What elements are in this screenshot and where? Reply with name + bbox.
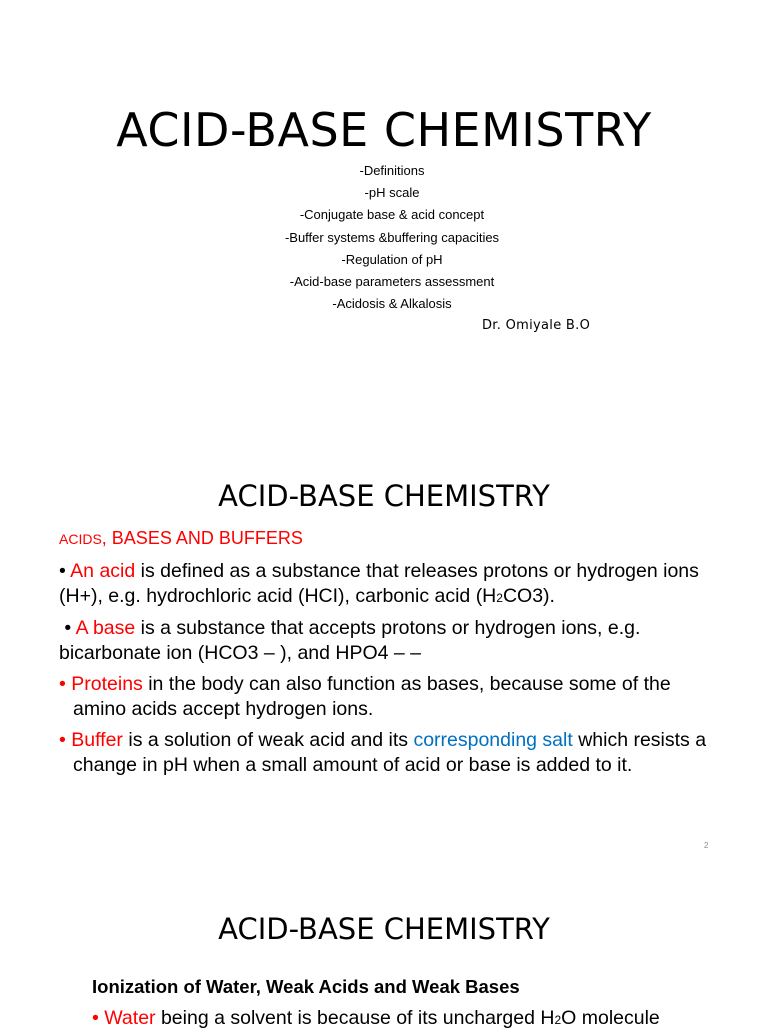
content-slide-acids-bases xyxy=(0,432,768,864)
topic-list xyxy=(0,160,768,315)
term-base: A base xyxy=(75,617,136,639)
topic-item: -pH scale xyxy=(364,185,420,201)
definition-text: in the body can also function as bases, because some of the amino acids accept hydrogen ions. xyxy=(73,673,671,720)
section-heading xyxy=(59,526,303,551)
definition-text: is defined as a substance that releases protons or hydrogen ions (H+), e.g. hydrochloric acid (HCI), carbonic acid (H xyxy=(59,560,699,607)
topic-item: -Acid-base parameters assessment xyxy=(289,274,495,290)
topic-item: -Conjugate base & acid concept xyxy=(299,207,485,223)
bullet: • xyxy=(64,617,72,639)
slide-title: ACID-BASE CHEMISTRY xyxy=(116,103,652,157)
slide-title: ACID-BASE CHEMISTRY xyxy=(218,912,550,946)
definition-tail: O molecule xyxy=(561,1007,660,1029)
highlight-corresponding-salt: corresponding salt xyxy=(413,729,573,751)
heading-rest: , BASES AND BUFFERS xyxy=(101,528,303,548)
term-water: Water xyxy=(104,1007,156,1029)
bullet: • xyxy=(59,729,66,751)
subscript: 2 xyxy=(554,1013,562,1027)
topic-item: -Acidosis & Alkalosis xyxy=(332,296,452,312)
definition-acid xyxy=(59,559,709,610)
term-acid: An acid xyxy=(70,560,136,582)
definition-proteins xyxy=(59,672,713,721)
topic-item: -Regulation of pH xyxy=(341,251,443,267)
term-buffer: Buffer xyxy=(71,729,123,751)
topic-item: -Buffer systems &buffering capacities xyxy=(284,229,500,245)
content-slide-ionization xyxy=(0,864,768,1029)
bullet: • xyxy=(92,1007,99,1029)
bullet: • xyxy=(59,673,66,695)
page-number: 2 xyxy=(704,841,709,850)
slide-title: ACID-BASE CHEMISTRY xyxy=(218,479,550,513)
subscript: 2 xyxy=(496,590,503,605)
topic-item: -Definitions xyxy=(359,163,425,178)
definition-base xyxy=(59,616,709,665)
author-name: Dr. Omiyale B.O xyxy=(482,318,591,333)
definition-tail: which resists a change in pH when a small amount of acid or base is added to it. xyxy=(73,729,707,776)
term-proteins: Proteins xyxy=(71,673,143,695)
definition-buffer xyxy=(59,728,713,777)
definition-text: is a solution of weak acid and its xyxy=(122,729,414,751)
title-slide xyxy=(0,0,768,432)
definition-text: is a substance that accepts protons or hydrogen ions, e.g. bicarbonate ion (HCO3 – ), and HPO4 – – xyxy=(59,617,641,664)
bullet: • xyxy=(59,560,66,582)
definition-tail: CO3). xyxy=(502,584,555,607)
heading-smallcaps: ACIDS xyxy=(59,531,102,547)
section-heading: Ionization of Water, Weak Acids and Weak Bases xyxy=(92,976,520,997)
definition-water xyxy=(92,1006,732,1032)
definition-text: being a solvent is because of its uncharged H xyxy=(155,1007,555,1029)
